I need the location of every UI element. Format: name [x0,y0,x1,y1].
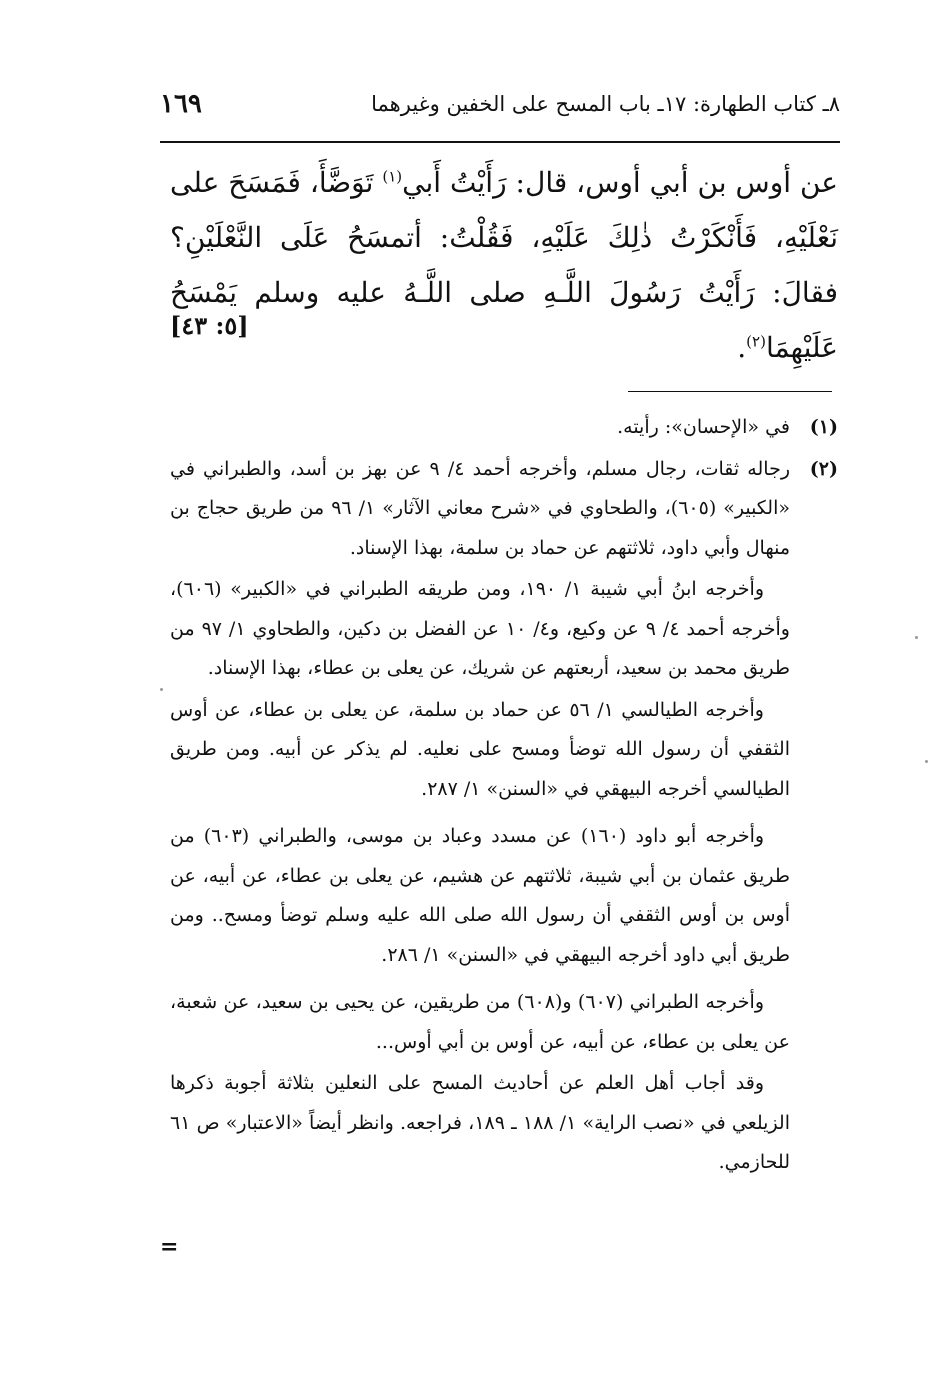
footnote-paragraph: وقد أجاب أهل العلم عن أحاديث المسح على النعلين بثلاثة أجوبة ذكرها الزيلعي في «نصب الراية» ١/ ١٨٨ ـ ١٨٩، فراجعه. وانظر أيضاً «الاعتبار» ص ٦١ للحازمي. [170,1072,790,1173]
scan-speck [915,636,918,639]
chapter-title: ٨ـ كتاب الطهارة: ١٧ـ باب المسح على الخفين وغيرهما [371,92,840,116]
footnote-number: (١) [809,416,838,438]
footnote-paragraph: وأخرجه الطبراني (٦٠٧) و(٦٠٨) من طريقين، عن يحيى بن سعيد، عن شعبة، عن يعلى بن عطاء، عن أبيه، عن أوس بن أبي أوس... [170,991,790,1053]
footnote-body [170,450,790,1185]
hadith-text-start: عن أوس بن أبي أوس، قال: رَأَيْتُ أَبي [402,166,838,199]
footnote-number: (٢) [809,457,838,480]
footnotes [170,408,838,1185]
footnote-paragraph: رجاله ثقات، رجال مسلم، وأخرجه أحمد ٤/ ٩ عن بهز بن أسد، والطبراني في «الكبير» (٦٠٥)، والطحاوي في «شرح معاني الآثار» ١/ ٩٦ من طريق حجاج بن منهال وأبي داود، ثلاثتهم عن حماد بن سلمة، بهذا الإسناد. [170,457,790,559]
scan-speck [925,760,928,763]
footnote-ref-2: (٢) [746,332,766,351]
footnote-separator [628,391,832,392]
hadith-text-continued: تَوَضَّأَ، فَمَسَحَ على نَعْلَيْهِ، فَأَنْكَرْتُ ذٰلِكَ عَلَيْهِ، فَقُلْتُ: أتمسَحُ عَلَى النَّعْلَيْنِ؟ فقالَ: رَأَيْتُ رَسُولَ اللَّـهِ صلى اللَّـهُ عليه وسلم يَمْسَحُ عَلَيْهِمَا [170,166,838,364]
footnote-2 [170,450,838,1185]
footnote-paragraph: وأخرجه ابنُ أبي شيبة ١/ ١٩٠، ومن طريقه الطبراني في «الكبير» (٦٠٦)، وأخرجه أحمد ٤/ ٩ عن وكيع، و٤/ ١٠ عن الفضل بن دكين، والطحاوي ١/ ٩٧ من طريق محمد بن سعيد، أربعتهم عن شريك، عن يعلى بن عطاء، بهذا الإسناد. [170,578,790,679]
footnote-paragraph: في «الإحسان»: رأيته. [617,416,790,438]
footnote-ref-1: (١) [382,167,403,186]
scan-speck [160,688,163,691]
footnote-paragraph: وأخرجه أبو داود (١٦٠) عن مسدد وعباد بن موسى، والطبراني (٦٠٣) من طريق عثمان بن أبي شيبة، ثلاثتهم عن هشيم، عن يعلى بن عطاء، عن أبيه، عن أوس بن أوس الثقفي أن رسول الله صلى الله عليه وسلم توضأ ومسح.. ومن طريق أبي داود أخرجه البيهقي في «السنن» ١/ ٢٨٦. [170,825,790,966]
page-number: ١٦٩ [160,89,202,119]
footnote-paragraph: وأخرجه الطيالسي ١/ ٥٦ عن حماد بن سلمة، عن يعلى بن عطاء، عن أوس الثقفي أن رسول الله توضأ ومسح على نعليه. لم يذكر عن أبيه. ومن طريق الطيالسي أخرجه البيهقي في «السنن» ١/ ٢٨٧. [170,698,790,800]
continuation-mark: = [160,1234,179,1260]
header-rule [160,141,840,143]
hadith-text-end: . [737,331,747,364]
running-header [160,82,840,126]
hadith-reference: [٥: ٤٣] [170,311,249,340]
footnote-body [170,408,790,450]
footnote-1 [170,408,838,450]
